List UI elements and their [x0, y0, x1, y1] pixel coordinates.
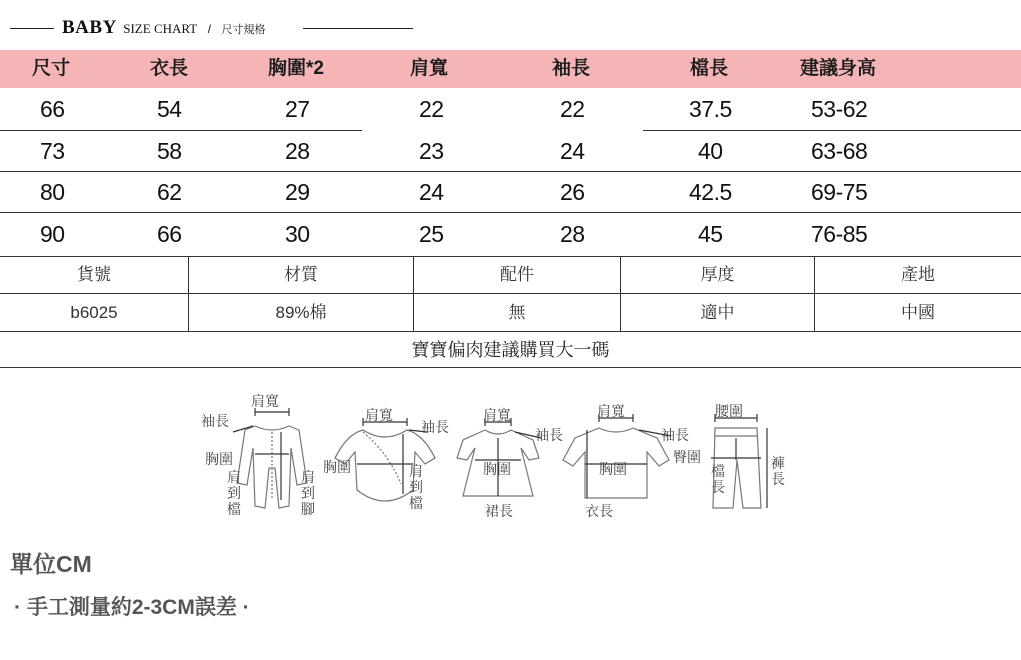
info-label-origin: 產地 — [901, 265, 935, 284]
cell-size: 80 — [40, 179, 65, 205]
info-value-accessories: 無 — [414, 294, 621, 331]
row-divider — [0, 171, 1021, 172]
bodysuit-chest-label: 胸圍 — [323, 460, 351, 476]
bodysuit-shoulder-label: 肩寬 — [365, 408, 393, 424]
header-crotch: 檔長 — [690, 58, 729, 79]
cell-length: 54 — [157, 96, 182, 122]
header-size: 尺寸 — [32, 58, 71, 79]
table-row — [0, 89, 1021, 130]
measurement-diagram — [195, 388, 805, 538]
title-brand: BABY — [62, 17, 117, 38]
pants-waist-label: 腰圍 — [715, 404, 743, 420]
top-icon — [563, 414, 671, 498]
cell-length: 66 — [157, 221, 182, 247]
table-row — [0, 172, 1021, 213]
cell-crotch: 37.5 — [689, 96, 732, 122]
unit-label: 單位CM — [10, 551, 92, 577]
header-length: 衣長 — [150, 58, 189, 79]
cell-size: 90 — [40, 221, 65, 247]
romper-icon — [233, 408, 307, 508]
info-value-material: 89%棉 — [189, 294, 414, 331]
table-row — [0, 131, 1021, 172]
cell-size: 73 — [40, 138, 65, 164]
cell-chest: 27 — [285, 96, 310, 122]
title-rule-right — [303, 28, 413, 29]
info-label-thickness: 厚度 — [621, 257, 815, 293]
cell-height: 76-85 — [811, 221, 868, 247]
cell-height: 69-75 — [811, 179, 868, 205]
info-label-item-no: 貨號 — [0, 257, 189, 293]
dress-icon — [457, 418, 541, 496]
cell-chest: 29 — [285, 179, 310, 205]
size-table-header — [0, 50, 1021, 88]
table-row — [0, 214, 1021, 255]
header-sleeve: 袖長 — [552, 58, 591, 79]
cell-sleeve: 24 — [560, 138, 585, 164]
dress-shoulder-label: 肩寬 — [483, 408, 511, 424]
romper-shoulder-label: 肩寬 — [251, 394, 279, 410]
chart-title — [62, 17, 265, 39]
title-separator: / — [207, 22, 212, 36]
row-divider — [643, 130, 1021, 131]
romper-sleeve-label: 袖長 — [201, 414, 229, 430]
header-height: 建議身高 — [800, 58, 877, 79]
row-divider — [0, 212, 1021, 213]
cell-chest: 30 — [285, 221, 310, 247]
cell-sleeve: 22 — [560, 96, 585, 122]
measurement-error-note: · 手工測量約2-3CM誤差 · — [14, 596, 250, 619]
cell-crotch: 40 — [698, 138, 723, 164]
sizing-advice: 寶寶偏肉建議購買大一碼 — [0, 331, 1021, 368]
title-rule-left — [10, 28, 54, 29]
top-length-label: 衣長 — [585, 504, 613, 520]
cell-length: 62 — [157, 179, 182, 205]
romper-chest-label: 胸圍 — [205, 452, 233, 468]
product-info-table — [0, 256, 1021, 367]
cell-shoulder: 25 — [419, 221, 444, 247]
header-chest: 胸圍*2 — [268, 58, 324, 79]
cell-crotch: 45 — [698, 221, 723, 247]
info-value-thickness: 適中 — [621, 294, 815, 331]
pants-length-label: 褲長 — [771, 456, 785, 489]
dress-chest-label: 胸圍 — [483, 462, 511, 478]
dress-sleeve-label: 袖長 — [535, 428, 563, 444]
pants-hip-label: 臀圍 — [673, 450, 701, 466]
bodysuit-sleeve-label: 袖長 — [421, 420, 449, 436]
info-value-item-no: b6025 — [0, 294, 189, 331]
cell-height: 53-62 — [811, 96, 868, 122]
romper-shoulder-to-foot-label: 肩到腳 — [301, 470, 315, 519]
dress-skirt-length-label: 裙長 — [485, 504, 513, 520]
header-shoulder: 肩寬 — [410, 58, 449, 79]
title-subtitle: SIZE CHART — [123, 21, 198, 36]
bodysuit-shoulder-to-crotch-label: 肩到檔 — [409, 464, 423, 513]
pants-crotch-label: 檔長 — [711, 464, 725, 497]
top-sleeve-label: 袖長 — [661, 428, 689, 444]
top-shoulder-label: 肩寬 — [597, 404, 625, 420]
cell-shoulder: 22 — [419, 96, 444, 122]
cell-sleeve: 28 — [560, 221, 585, 247]
cell-length: 58 — [157, 138, 182, 164]
title-subtitle-cn: 尺寸規格 — [221, 24, 266, 36]
cell-chest: 28 — [285, 138, 310, 164]
cell-shoulder: 23 — [419, 138, 444, 164]
row-divider — [0, 130, 362, 131]
cell-sleeve: 26 — [560, 179, 585, 205]
top-chest-label: 胸圍 — [599, 462, 627, 478]
cell-height: 63-68 — [811, 138, 868, 164]
romper-shoulder-to-crotch-label: 肩到檔 — [227, 470, 241, 519]
cell-size: 66 — [40, 96, 65, 122]
info-value-origin: 中國 — [901, 303, 935, 322]
info-label-accessories: 配件 — [414, 257, 621, 293]
cell-crotch: 42.5 — [689, 179, 732, 205]
info-label-material: 材質 — [189, 257, 414, 293]
cell-shoulder: 24 — [419, 179, 444, 205]
